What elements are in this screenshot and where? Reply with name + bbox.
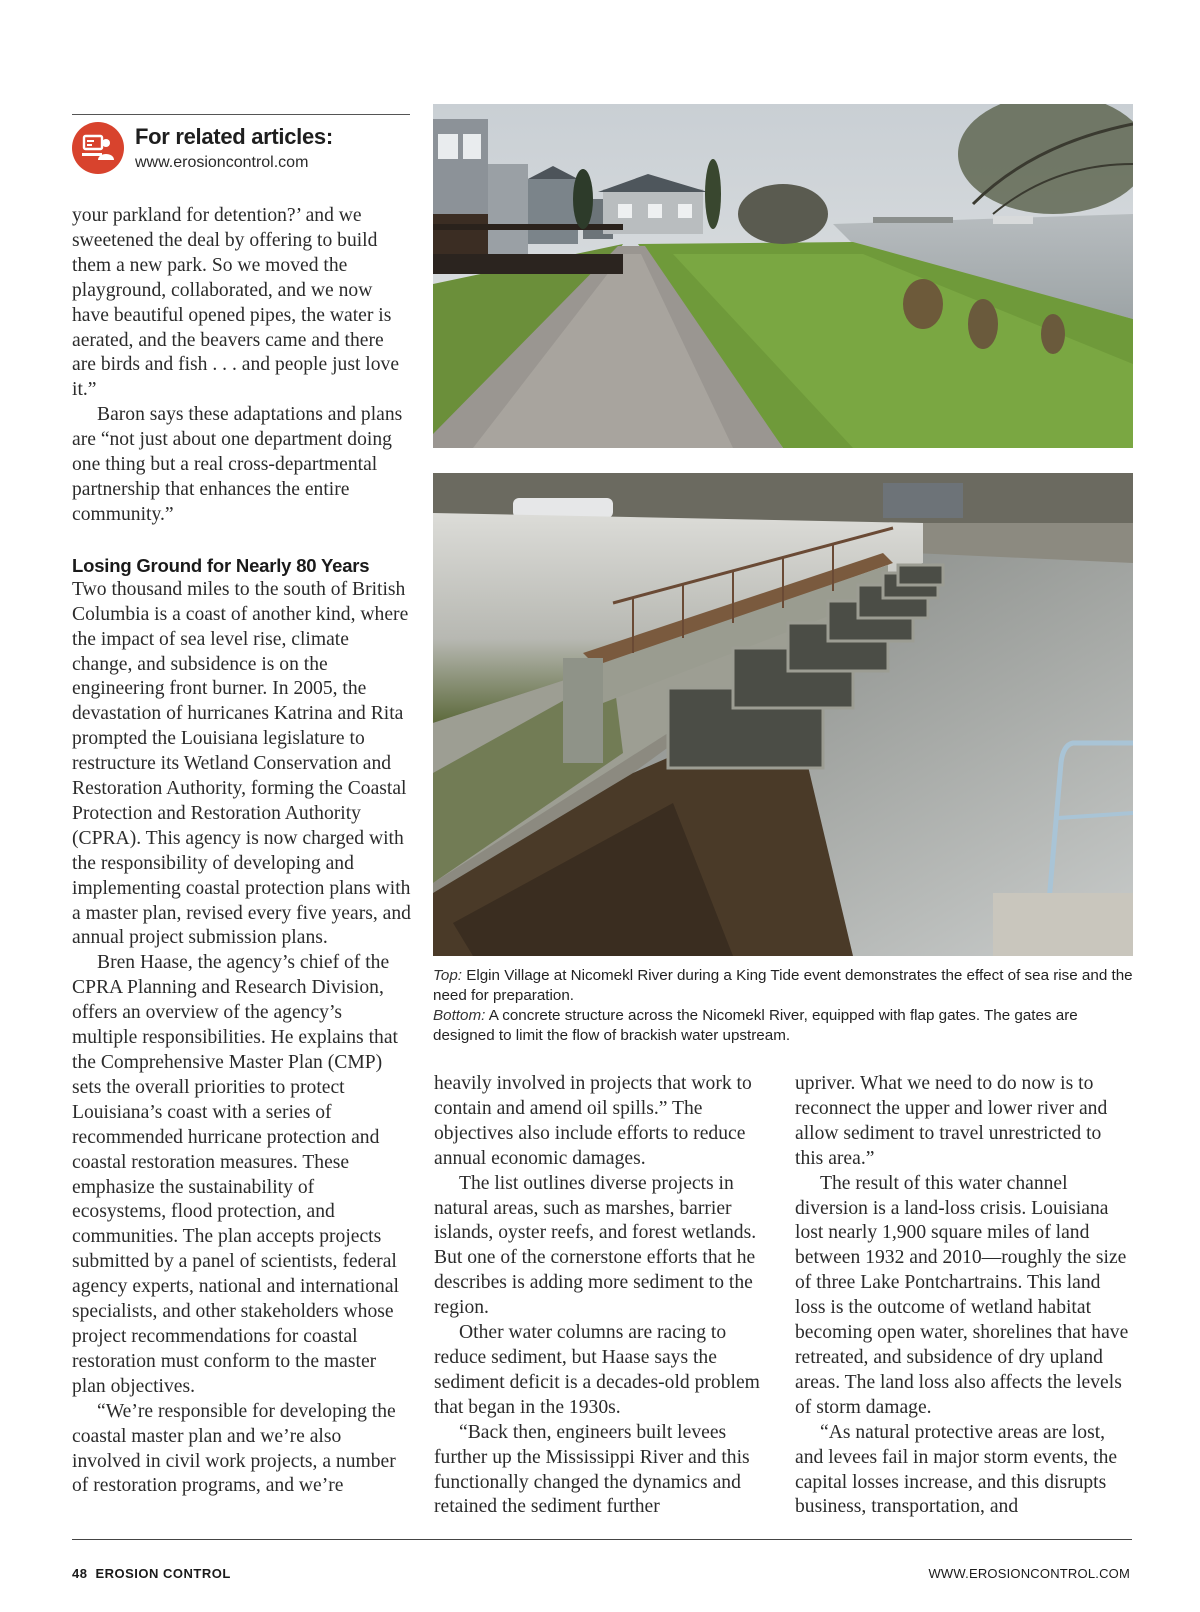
- photo-elgin-village: [433, 104, 1133, 448]
- caption-bottom: [433, 1006, 1133, 1046]
- paragraph: Two thousand miles to the south of British Columbia is a coast of another kind, where the impact of sea level rise, climate change, and subsidence is on the engineering front burner. In 2005, the devastation of hurricanes Katrina and Rita prompted the Louisiana legislature to restructure its Wetland Conservation and Restoration Authority, forming the Coastal Protection and Restoration Authority (CPRA). This agency is now charged with the responsibility of developing and implementing coastal protection plans with a master plan, revised every five years, and annual project submission plans.: [72, 578, 411, 949]
- footer-divider: [72, 1539, 1132, 1540]
- related-url-link[interactable]: www.erosioncontrol.com: [135, 154, 309, 171]
- paragraph: “Back then, engineers built levees further up the Mississippi River and this functionally changed the dynamics and retained the sediment further: [434, 1421, 750, 1518]
- caption-bottom-text: A concrete structure across the Nicomekl River, equipped with flap gates. The gates are designed to limit the flow of brackish water upstream.: [433, 1007, 1078, 1044]
- caption-top: [433, 966, 1133, 1006]
- related-divider: [72, 114, 410, 115]
- paragraph: Baron says these adaptations and plans are “not just about one department doing one thing but a real cross-departmental partnership that enhances the entire community.”: [72, 404, 403, 525]
- paragraph: The list outlines diverse projects in natural areas, such as marshes, barrier islands, oyster reefs, and forest wetlands. But one of the cornerstone efforts that he describes is adding more sediment to the region.: [434, 1172, 757, 1319]
- paragraph: The result of this water channel diversion is a land-loss crisis. Louisiana lost nearly 1,900 square miles of land between 1932 and 2010—roughly the size of three Lake Pontchartrains. This land loss is the outcome of wetland habitat becoming open water, shorelines that have retreated, and subsidence of dry upland areas. The land loss also affects the levels of storm damage.: [795, 1172, 1129, 1418]
- page-number: 48: [72, 1566, 88, 1581]
- paragraph: your parkland for detention?’ and we sweetened the deal by offering to build them a new park. So we moved the playground, collaborated, and we now have beautiful opened pipes, the water is aerated, and the beavers came and there are birds and fish . . . and people just love it.”: [72, 205, 400, 401]
- caption-top-text: Elgin Village at Nicomekl River during a King Tide event demonstrates the effect of sea rise and the need for preparation.: [433, 967, 1133, 1004]
- article-column-left: [72, 204, 412, 1499]
- caption-top-label: Top:: [433, 967, 462, 984]
- article-column-middle: [434, 1072, 770, 1520]
- reader-laptop-icon: [72, 122, 124, 174]
- paragraph: “We’re responsible for developing the coastal master plan and we’re also involved in civil work projects, a number of restoration programs, and we’re: [72, 1400, 396, 1497]
- paragraph: Other water columns are racing to reduce sediment, but Haase says the sediment deficit is a decades-old problem that began in the 1930s.: [434, 1322, 760, 1418]
- photo-nicomekl-flap-gates: [433, 473, 1133, 956]
- related-title: For related articles:: [135, 124, 333, 149]
- article-column-right: [795, 1072, 1131, 1520]
- related-articles-box: [72, 114, 410, 171]
- paragraph: upriver. What we need to do now is to reconnect the upper and lower river and allow sediment to travel unrestricted to this area.”: [795, 1073, 1108, 1169]
- publication-name: EROSION CONTROL: [95, 1566, 231, 1581]
- caption-bottom-label: Bottom:: [433, 1007, 486, 1024]
- section-heading: Losing Ground for Nearly 80 Years: [72, 554, 370, 576]
- paragraph: heavily involved in projects that work to contain and amend oil spills.” The objectives also include efforts to reduce annual economic damages.: [434, 1073, 752, 1169]
- photo-caption: [433, 966, 1133, 1046]
- footer-page-info: [72, 1566, 231, 1581]
- paragraph: “As natural protective areas are lost, and levees fail in major storm events, the capital losses increase, and this disrupts business, transportation, and: [795, 1421, 1118, 1518]
- paragraph: Bren Haase, the agency’s chief of the CPRA Planning and Research Division, offers an overview of the agency’s multiple responsibilities. He explains that the Comprehensive Master Plan (CMP) sets the overall priorities to protect Louisiana’s coast with a series of recommended hurricane protection and coastal restoration measures. These emphasize the sustainability of ecosystems, flood protection, and communities. The plan accepts projects submitted by a panel of scientists, federal agency experts, national and international specialists, and other stakeholders whose project recommendations for coastal restoration must conform to the master plan objectives.: [72, 952, 399, 1397]
- footer-website-link[interactable]: WWW.EROSIONCONTROL.COM: [928, 1566, 1130, 1581]
